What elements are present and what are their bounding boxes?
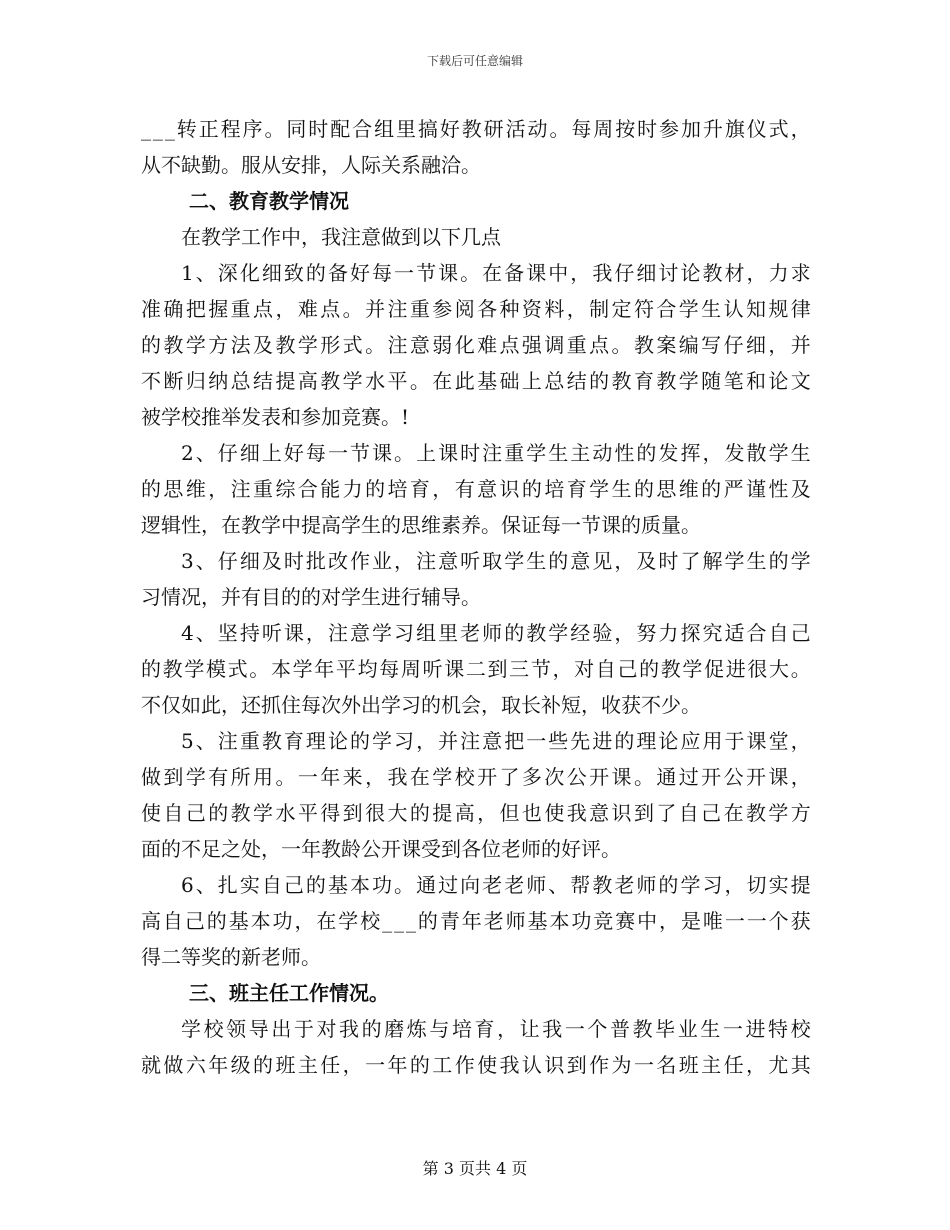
paragraph-line: 高 自 己 的 基 本 功 ， 在 学 校 _ _ _ 的 青 年 老 师 基 本 功 竞 赛 中 ， 是 唯 一 一 个 获 [141, 909, 811, 933]
paragraph-line: 被学校推举发表和参加竞赛。! [141, 405, 410, 429]
paragraph-line: 4 、 坚 持 听 课 ， 注 意 学 习 组 里 老 师 的 教 学 经 验 ， 努 力 探 究 适 合 自 己 [181, 621, 811, 645]
paragraph-line: 习情况，并有目的的对学生进行辅导。 [141, 585, 481, 609]
paragraph-line: 的 教 学 方 法 及 教 学 形 式 。 注 意 弱 化 难 点 强 调 重 点 。 教 案 编 写 仔 细 ， 并 [141, 333, 811, 357]
page-header: 下载后可任意编辑 [426, 54, 523, 68]
paragraph-line: 2 、 仔 细 上 好 每 一 节 课 。 上 课 时 注 重 学 生 主 动 性 的 发 挥 ， 发 散 学 生 [181, 441, 811, 465]
paragraph-line: 学 校 领 导 出 于 对 我 的 磨 炼 与 培 育 ， 让 我 一 个 普 教 毕 业 生 一 进 特 校 [181, 1017, 811, 1041]
paragraph-line: 从不缺勤。服从安排，人际关系融洽。 [141, 153, 481, 177]
paragraph-line: 5 、 注 重 教 育 理 论 的 学 习 ， 并 注 意 把 一 些 先 进 的 理 论 应 用 于 课 堂 ， [181, 729, 811, 753]
paragraph-line: _ _ _ 转 正 程 序 。 同 时 配 合 组 里 搞 好 教 研 活 动 。 每 周 按 时 参 加 升 旗 仪 式 ， [141, 117, 811, 141]
paragraph-line: 在教学工作中，我注意做到以下几点 [181, 225, 501, 249]
paragraph-line: 面的不足之处，一年教龄公开课受到各位老师的好评。 [141, 837, 621, 861]
document-body [141, 111, 811, 1083]
paragraph-line: 6 、 扎 实 自 己 的 基 本 功 。 通 过 向 老 老 师 、 帮 教 老 师 的 学 习 ， 切 实 提 [181, 873, 811, 897]
page-number: 第 3 页共 4 页 [422, 1159, 528, 1178]
paragraph-line: 做 到 学 有 所 用 。 一 年 来 ， 我 在 学 校 开 了 多 次 公 开 课 。 通 过 开 公 开 课 ， [141, 765, 811, 789]
section-heading: 二、教育教学情况 [189, 189, 349, 213]
paragraph-line: 不 断 归 纳 总 结 提 高 教 学 水 平 。 在 此 基 础 上 总 结 的 教 育 教 学 随 笔 和 论 文 [141, 369, 811, 393]
paragraph-line: 就 做 六 年 级 的 班 主 任 ， 一 年 的 工 作 使 我 认 识 到 作 为 一 名 班 主 任 ， 尤 其 [141, 1053, 811, 1077]
paragraph-line: 3 、 仔 细 及 时 批 改 作 业 ， 注 意 听 取 学 生 的 意 见 ， 及 时 了 解 学 生 的 学 [181, 549, 811, 573]
paragraph-line: 1 、 深 化 细 致 的 备 好 每 一 节 课 。 在 备 课 中 ， 我 仔 细 讨 论 教 材 ， 力 求 [181, 261, 811, 285]
paragraph-line: 的 教 学 模 式 。 本 学 年 平 均 每 周 听 课 二 到 三 节 ， 对 自 己 的 教 学 促 进 很 大 。 [141, 657, 811, 681]
paragraph-line: 的 思 维 ， 注 重 综 合 能 力 的 培 育 ， 有 意 识 的 培 育 学 生 的 思 维 的 严 谨 性 及 [141, 477, 811, 501]
paragraph-line: 使 自 己 的 教 学 水 平 得 到 很 大 的 提 高 ， 但 也 使 我 意 识 到 了 自 己 在 教 学 方 [141, 801, 811, 825]
paragraph-line: 不仅如此，还抓住每次外出学习的机会，取长补短，收获不少。 [141, 693, 701, 717]
section-heading: 三、班主任工作情况。 [189, 981, 389, 1005]
paragraph-line: 得二等奖的新老师。 [141, 945, 321, 969]
paragraph-line: 准 确 把 握 重 点 ， 难 点 。 并 注 重 参 阅 各 种 资 料 ， 制 定 符 合 学 生 认 知 规 律 [141, 297, 811, 321]
paragraph-line: 逻辑性，在教学中提高学生的思维素养。保证每一节课的质量。 [141, 513, 701, 537]
